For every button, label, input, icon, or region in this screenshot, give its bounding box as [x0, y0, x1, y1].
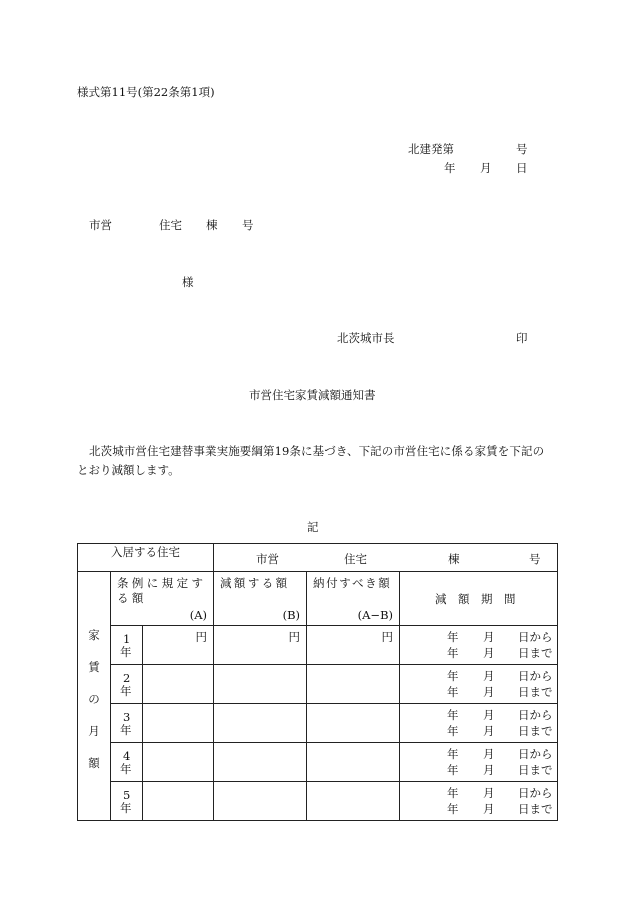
date-year: 年 — [447, 669, 459, 683]
date-from: 日から — [518, 669, 553, 683]
date-from: 日から — [518, 630, 553, 644]
date-year: 年 — [444, 161, 456, 175]
date-year: 年 — [447, 646, 459, 660]
table-header-row — [78, 544, 558, 572]
recipient-suffix: 様 — [182, 275, 194, 289]
date-to: 日まで — [518, 802, 553, 816]
period-cell[interactable] — [400, 665, 558, 704]
col-b-label: 減額する額 — [220, 576, 290, 590]
body-text-line-2: とおり減額します。 — [77, 463, 180, 477]
amount-b-cell[interactable] — [214, 743, 307, 782]
year-num: 1 — [123, 632, 131, 646]
col-header-payable — [307, 572, 400, 626]
date-month: 月 — [483, 630, 495, 644]
year-suffix: 年 — [120, 801, 132, 815]
year-suffix: 年 — [120, 684, 132, 698]
header-residence: 入居する住宅 — [78, 544, 214, 572]
date-from: 日から — [518, 786, 553, 800]
date-year: 年 — [447, 685, 459, 699]
yen-unit: 円 — [195, 630, 208, 644]
amount-a-cell[interactable] — [143, 704, 214, 743]
year-num-cell — [111, 704, 143, 743]
amount-b-cell[interactable] — [214, 626, 307, 665]
year-suffix: 年 — [120, 762, 132, 776]
amount-c-cell[interactable] — [307, 743, 400, 782]
amount-a-cell[interactable] — [143, 782, 214, 821]
year-num: 3 — [123, 710, 131, 724]
date-year: 年 — [447, 747, 459, 761]
table-row — [78, 782, 558, 821]
date-month: 月 — [483, 669, 495, 683]
yen-unit: 円 — [381, 630, 394, 644]
date-year: 年 — [447, 724, 459, 738]
date-month: 月 — [483, 802, 495, 816]
doc-number-suffix: 号 — [516, 142, 528, 156]
col-d-label: 減 額 期 間 — [435, 592, 516, 606]
year-num: 4 — [123, 749, 131, 763]
side-label-char: 額 — [88, 756, 100, 770]
period-cell[interactable] — [400, 782, 558, 821]
date-year: 年 — [447, 786, 459, 800]
date-from: 日から — [518, 708, 553, 722]
address-building: 棟 — [206, 218, 218, 232]
form-title: 様式第11号(第22条第1項) — [77, 85, 215, 99]
header-address-cell — [214, 544, 558, 572]
date-to: 日まで — [518, 646, 553, 660]
header-city-housing: 市営 — [256, 552, 280, 566]
year-num-cell — [111, 743, 143, 782]
side-label-cell — [78, 572, 111, 821]
date-to: 日まで — [518, 685, 553, 699]
col-c-mark: (A−B) — [357, 608, 394, 622]
column-header-row — [78, 572, 558, 626]
date-month: 月 — [483, 646, 495, 660]
date-month: 月 — [483, 786, 495, 800]
table-row — [78, 704, 558, 743]
col-c-label: 納付すべき額 — [313, 576, 392, 590]
doc-number-prefix: 北建発第 — [408, 142, 454, 156]
period-cell[interactable] — [400, 626, 558, 665]
table-row — [78, 626, 558, 665]
amount-b-cell[interactable] — [214, 665, 307, 704]
date-from: 日から — [518, 747, 553, 761]
table-row — [78, 743, 558, 782]
year-suffix: 年 — [120, 645, 132, 659]
date-month: 月 — [483, 685, 495, 699]
side-label-char: 賃 — [88, 660, 100, 674]
col-header-ordinance — [111, 572, 214, 626]
amount-a-cell[interactable] — [143, 743, 214, 782]
document-title: 市営住宅家賃減額通知書 — [249, 388, 376, 402]
issuer-name: 北茨城市長 — [337, 331, 395, 345]
col-header-period — [400, 572, 558, 626]
col-header-reduction — [214, 572, 307, 626]
year-num: 2 — [123, 671, 131, 685]
amount-b-cell[interactable] — [214, 782, 307, 821]
side-label-char: 家 — [88, 628, 100, 642]
period-cell[interactable] — [400, 704, 558, 743]
header-building: 棟 — [448, 552, 460, 566]
amount-a-cell[interactable] — [143, 665, 214, 704]
address-city-housing: 市営 — [89, 218, 112, 232]
yen-unit: 円 — [288, 630, 301, 644]
amount-c-cell[interactable] — [307, 782, 400, 821]
body-text-line-1: 北茨城市営住宅建替事業実施要綱第19条に基づき、下記の市営住宅に係る家賃を下記の — [89, 444, 545, 458]
col-a-mark: (A) — [189, 608, 208, 622]
year-num-cell — [111, 626, 143, 665]
date-to: 日まで — [518, 763, 553, 777]
header-number: 号 — [529, 552, 541, 566]
amount-a-cell[interactable] — [143, 626, 214, 665]
ki-label: 記 — [307, 520, 319, 534]
date-year: 年 — [447, 630, 459, 644]
date-month: 月 — [483, 763, 495, 777]
year-num: 5 — [123, 788, 131, 802]
side-label-char: の — [88, 692, 100, 706]
date-year: 年 — [447, 802, 459, 816]
rent-reduction-table — [77, 543, 558, 821]
amount-b-cell[interactable] — [214, 704, 307, 743]
date-year: 年 — [447, 763, 459, 777]
date-month: 月 — [483, 724, 495, 738]
col-a-label-1: 条例に規定す — [117, 576, 207, 590]
header-housing: 住宅 — [344, 552, 368, 566]
date-to: 日まで — [518, 724, 553, 738]
issuer-seal: 印 — [516, 331, 528, 345]
side-label-char: 月 — [88, 724, 100, 738]
amount-c-cell[interactable] — [307, 704, 400, 743]
date-year: 年 — [447, 708, 459, 722]
year-num-cell — [111, 782, 143, 821]
amount-c-cell[interactable] — [307, 626, 400, 665]
amount-c-cell[interactable] — [307, 665, 400, 704]
table-row — [78, 665, 558, 704]
address-housing: 住宅 — [159, 218, 182, 232]
col-b-mark: (B) — [282, 608, 301, 622]
address-number: 号 — [242, 218, 254, 232]
year-num-cell — [111, 665, 143, 704]
col-a-label-2: る額 — [117, 591, 147, 605]
period-cell[interactable] — [400, 743, 558, 782]
year-suffix: 年 — [120, 723, 132, 737]
date-month: 月 — [480, 161, 492, 175]
date-day: 日 — [516, 161, 528, 175]
date-month: 月 — [483, 708, 495, 722]
date-month: 月 — [483, 747, 495, 761]
